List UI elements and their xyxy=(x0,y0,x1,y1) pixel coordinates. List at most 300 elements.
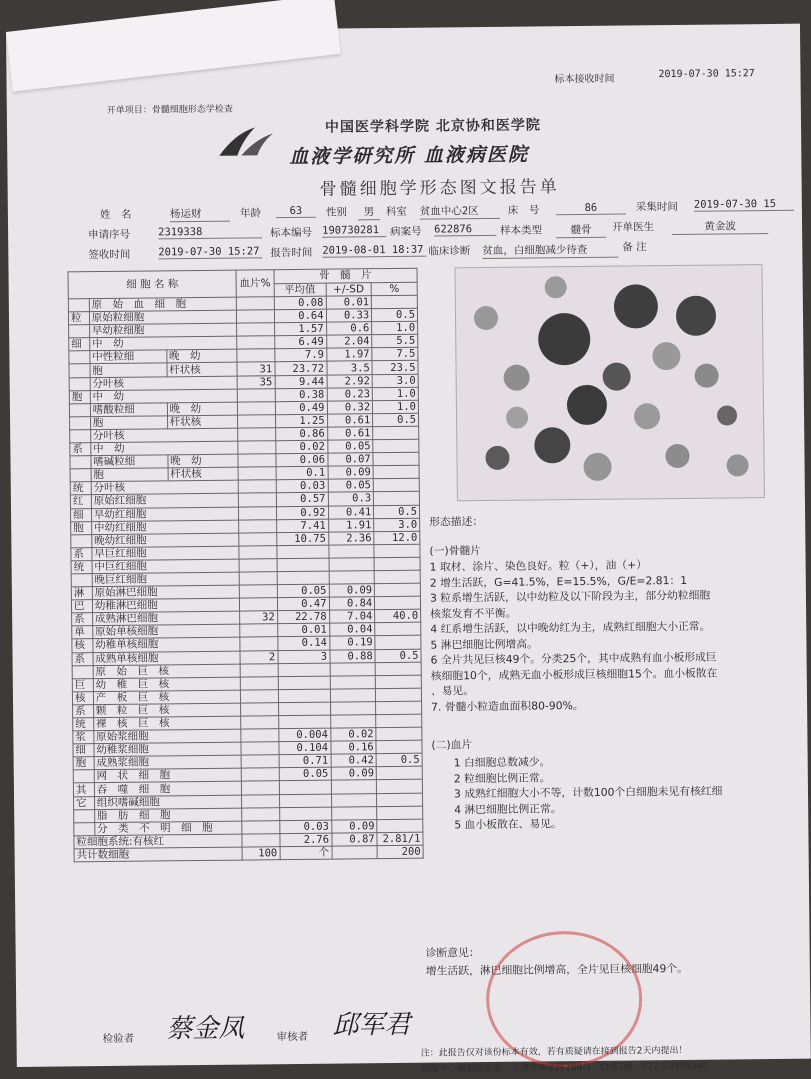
blood-pct-cell xyxy=(237,388,275,401)
marrow-pct-cell xyxy=(377,806,423,820)
diagnosis-label: 临床诊断 xyxy=(428,245,471,258)
marrow-pct-cell xyxy=(374,544,420,558)
name-label: 姓 名 xyxy=(99,208,132,222)
mean-cell: 0.08 xyxy=(274,296,326,310)
mean-cell: 23.72 xyxy=(275,362,327,376)
marrow-pct-cell xyxy=(373,479,419,493)
mean-cell: 6.49 xyxy=(274,335,326,349)
marrow-pct-cell: 0.5 xyxy=(376,753,422,767)
cell-name: 裸 核 巨 核 xyxy=(93,716,241,731)
mean-cell: 0.02 xyxy=(275,440,327,454)
finding-line: 5 淋巴细胞比例增高。 xyxy=(430,636,538,652)
mean-cell: 0.104 xyxy=(279,741,331,755)
cell-name: 幼稚浆细胞 xyxy=(94,742,242,757)
finding-line: 1 取材、涂片、染色良好。粒（+），油（+） xyxy=(429,558,648,574)
hospital-line2: 血液学研究所 血液病医院 xyxy=(289,143,530,169)
summary-label: 共计数细胞 xyxy=(74,847,242,862)
marrow-pct-cell xyxy=(374,570,420,584)
marrow-pct-cell xyxy=(376,714,422,728)
finding-line: 7. 骨髓小粒造血面积80-90%。 xyxy=(431,698,584,714)
marrow-pct-cell xyxy=(377,793,423,807)
group-label-cell xyxy=(70,416,91,429)
mean-cell: 3 xyxy=(278,650,330,664)
sd-cell: 0.09 xyxy=(329,584,375,598)
blood-pct-cell xyxy=(238,454,276,467)
blood-findings-list xyxy=(454,752,791,833)
summary-blank xyxy=(242,834,280,847)
cell-name: 杆状核 xyxy=(168,467,239,481)
cell-name: 分 类 不 明 细 胞 xyxy=(95,821,243,836)
sd-cell: 0.07 xyxy=(327,453,373,467)
mean-cell xyxy=(278,663,330,677)
marrow-pct-cell: 0.5 xyxy=(375,649,421,663)
summary-blank xyxy=(332,846,378,860)
mean-cell: 22.78 xyxy=(277,610,329,624)
sd-cell: 0.09 xyxy=(328,466,374,480)
group-label-cell: 细 xyxy=(69,338,90,351)
bed-label: 床 号 xyxy=(507,204,540,217)
group-label-cell: 红 xyxy=(70,495,91,508)
reviewer-signature: 邱军君 xyxy=(332,1009,411,1041)
case-no-value: 622876 xyxy=(434,223,496,237)
sd-cell: 0.09 xyxy=(331,819,377,833)
cell-name: 早巨红细胞 xyxy=(92,546,240,561)
marrow-pct-cell xyxy=(375,675,421,689)
hospital-line1: 中国医学科学院 北京协和医学院 xyxy=(324,117,541,136)
cell-name: 中 幼 xyxy=(90,389,238,404)
cell-name: 早幼粒细胞 xyxy=(89,323,237,338)
report-sheet xyxy=(6,24,811,1075)
request-no-label: 申请序号 xyxy=(88,228,131,242)
summary-sd: 0.87 xyxy=(331,833,377,847)
blood-pct-cell xyxy=(241,690,279,703)
mean-cell: 0.57 xyxy=(276,493,328,507)
subgroup-label-cell: 胞 xyxy=(90,363,167,377)
blood-pct-cell xyxy=(240,598,278,611)
marrow-pct-cell xyxy=(375,583,421,597)
validity-note: 注：此报告仅对该份标本有效，若有质疑请在接到报告2天内提出！ xyxy=(420,1045,688,1059)
sd-cell: 0.3 xyxy=(328,492,374,506)
sd-cell xyxy=(330,715,376,729)
mean-cell: 0.71 xyxy=(279,754,331,768)
sd-cell: 0.33 xyxy=(326,309,372,323)
cell-name: 晚 幼 xyxy=(167,402,238,416)
group-label-cell: 细 xyxy=(70,508,91,521)
subgroup-label-cell: 中性粒细 xyxy=(90,350,167,364)
blood-pct-cell: 35 xyxy=(237,375,275,388)
sex-label: 性别 xyxy=(325,206,347,219)
sd-cell: 0.04 xyxy=(329,623,375,637)
cell-name: 脂 肪 细 胞 xyxy=(94,808,242,823)
group-label-cell: 淋 xyxy=(71,587,92,600)
finding-line: 核细胞10个，成熟无血小板形成巨核细胞15个。血小板散在 xyxy=(430,666,718,683)
marrow-findings-list xyxy=(430,556,790,715)
blood-pct-cell xyxy=(239,506,277,519)
dept-label: 科室 xyxy=(385,205,407,219)
sd-cell: 2.36 xyxy=(328,531,374,545)
sd-cell: 0.41 xyxy=(328,505,374,519)
marrow-pct-cell xyxy=(376,701,422,715)
cell-name: 幼 稚 巨 核 xyxy=(93,677,241,692)
sd-cell: 0.05 xyxy=(327,440,373,454)
sign-time-label: 签收时间 xyxy=(88,248,131,262)
blood-pct-cell xyxy=(241,716,279,729)
subgroup-label-cell: 嗜酸粒细 xyxy=(90,403,167,417)
finding-line: 1 白细胞总数减少。 xyxy=(453,755,551,770)
marrow-pct-cell: 40.0 xyxy=(375,609,421,623)
cell-name: 晚幼红细胞 xyxy=(92,533,240,548)
sd-cell xyxy=(331,806,377,820)
blood-pct-cell xyxy=(240,637,278,650)
sd-cell: 0.88 xyxy=(330,649,376,663)
diagnosis-opinion-text: 增生活跃，淋巴细胞比例增高，全片见巨核细胞49个。 xyxy=(425,961,688,978)
mean-cell xyxy=(278,715,330,729)
cell-name: 杆状核 xyxy=(167,363,238,377)
blood-pct-cell xyxy=(237,323,275,336)
sd-cell xyxy=(328,544,374,558)
group-label-cell xyxy=(70,469,91,482)
blood-pct-cell xyxy=(239,545,277,558)
blood-pct-cell xyxy=(240,585,278,598)
blood-pct-cell xyxy=(242,781,280,794)
marrow-pct-cell xyxy=(373,439,419,453)
group-label-cell: 胞 xyxy=(71,521,92,534)
subgroup-label-cell: 胞 xyxy=(91,468,168,482)
group-label-cell xyxy=(72,665,93,678)
finding-line: 4 红系增生活跃，以中晚幼红为主，成熟红细胞大小正常。 xyxy=(430,619,711,636)
group-label-cell: 胞 xyxy=(73,757,94,770)
marrow-pct-cell xyxy=(377,819,423,833)
sd-cell: 0.61 xyxy=(327,427,373,441)
group-label-cell: 统 xyxy=(73,718,94,731)
blood-pct-cell xyxy=(239,532,277,545)
cell-count-table xyxy=(68,268,424,863)
marrow-pct-cell xyxy=(375,623,421,637)
finding-line: 2 增生活跃，G=41.5%，E=15.5%，G/E=2.81：1 xyxy=(429,573,688,590)
marrow-pct-cell: 1.0 xyxy=(372,387,418,401)
mean-cell: 7.9 xyxy=(274,349,326,363)
group-label-cell xyxy=(69,325,90,338)
sd-cell: 0.61 xyxy=(327,414,373,428)
blood-pct-cell xyxy=(238,415,276,428)
blood-pct-cell xyxy=(242,794,280,807)
mean-cell: 10.75 xyxy=(276,532,328,546)
marrow-pct-cell: 3.0 xyxy=(374,518,420,532)
group-label-cell: 胞 xyxy=(69,390,90,403)
finding-line: 5 血小板散在、易见。 xyxy=(454,817,562,832)
sd-cell xyxy=(330,688,376,702)
blood-pct-cell xyxy=(242,807,280,820)
group-label-cell: 系 xyxy=(73,705,94,718)
group-label-cell: 核 xyxy=(72,639,93,652)
group-label-cell: 它 xyxy=(74,796,95,809)
cell-name: 原 始 血 细 胞 xyxy=(89,297,237,312)
col-header-mean: 平均值 xyxy=(274,283,326,297)
mean-cell xyxy=(279,807,331,821)
group-label-cell xyxy=(69,364,90,377)
blood-pct-cell xyxy=(239,572,277,585)
marrow-pct-cell: 1.0 xyxy=(372,321,418,335)
marrow-pct-cell xyxy=(375,662,421,676)
report-title: 骨髓细胞学形态图文报告单 xyxy=(319,177,560,200)
blood-pct-cell xyxy=(241,729,279,742)
specimen-no-label: 标本编号 xyxy=(270,226,313,240)
group-label-cell xyxy=(69,351,90,364)
finding-line: 、易见。 xyxy=(430,684,475,698)
finding-line: 3 成熟红细胞大小不等，计数100个白细胞未见有核红细 xyxy=(453,784,723,801)
cell-name: 组织嗜碱细胞 xyxy=(94,795,242,810)
blood-pct-cell xyxy=(237,310,275,323)
cell-name: 幼稚单核细胞 xyxy=(93,638,241,653)
marrow-pct-cell: 12.0 xyxy=(374,531,420,545)
cell-name: 杆状核 xyxy=(167,415,238,429)
group-label-cell: 统 xyxy=(70,482,91,495)
sd-cell: 1.91 xyxy=(328,518,374,532)
mean-cell: 1.25 xyxy=(275,414,327,428)
doctor-label: 开单医生 xyxy=(612,221,655,234)
group-label-cell: 系 xyxy=(70,443,91,456)
mean-cell: 0.92 xyxy=(276,506,328,520)
group-label-cell xyxy=(71,534,92,547)
sd-cell: 1.97 xyxy=(326,348,372,362)
sd-cell xyxy=(330,702,376,716)
hospital-logo-icon xyxy=(215,125,275,160)
sd-cell: 0.09 xyxy=(331,767,377,781)
cell-name: 原始浆细胞 xyxy=(94,729,242,744)
microscope-image xyxy=(454,264,764,501)
marrow-pct-cell xyxy=(375,596,421,610)
sample-type-value: 髓骨 xyxy=(556,222,606,239)
cell-name: 原始红细胞 xyxy=(91,493,239,508)
finding-line: 3 粒系增生活跃，以中幼粒及以下阶段为主，部分幼粒细胞 xyxy=(429,588,711,605)
sign-time-value: 2019-07-30 15:27 xyxy=(158,245,262,259)
blood-pct-cell: 32 xyxy=(240,611,278,624)
col-header-pct: % xyxy=(371,282,417,296)
group-label-cell xyxy=(74,809,95,822)
blood-pct-cell: 2 xyxy=(240,650,278,663)
cell-name: 原 始 巨 核 xyxy=(93,664,241,679)
group-label-cell: 系 xyxy=(72,652,93,665)
marrow-pct-cell: 1.0 xyxy=(373,400,419,414)
finding-line: 2 粒细胞比例正常。 xyxy=(453,770,551,785)
cell-name: 幼稚淋巴细胞 xyxy=(92,598,240,613)
mean-cell: 0.01 xyxy=(277,623,329,637)
cell-name: 中巨红细胞 xyxy=(92,559,240,574)
cell-name: 原始淋巴细胞 xyxy=(92,585,240,600)
marrow-pct-cell xyxy=(374,492,420,506)
cell-name: 产 板 巨 核 xyxy=(93,690,241,705)
mean-cell: 0.05 xyxy=(279,768,331,782)
blood-pct-cell xyxy=(237,349,275,362)
mean-cell xyxy=(277,571,329,585)
mean-cell: 0.47 xyxy=(277,597,329,611)
blood-pct-cell xyxy=(239,559,277,572)
sex-value: 男 xyxy=(358,204,380,220)
sample-type-label: 样本类型 xyxy=(500,224,543,237)
mean-cell: 0.38 xyxy=(275,388,327,402)
age-value: 63 xyxy=(276,205,316,218)
reviewer-label: 审核者 xyxy=(276,1030,309,1044)
sd-cell xyxy=(331,793,377,807)
lab-address: 病理中心细胞形态室 天津市南京路288号 CI座3楼 022-23909340 xyxy=(420,1061,709,1075)
cell-name: 吞 噬 细 胞 xyxy=(94,782,242,797)
blood-pct-cell xyxy=(238,480,276,493)
summary-p: 2.81/1 xyxy=(377,832,423,846)
diagnosis-value: 贫血，白细胞减少待查 xyxy=(482,242,618,259)
marrow-pct-cell xyxy=(377,780,423,794)
blood-section-title: (二)血片 xyxy=(431,738,473,752)
marrow-pct-cell: 0.5 xyxy=(374,505,420,519)
order-item-note: 开单项目：骨髓细胞形态学检查 xyxy=(106,104,233,116)
mean-cell: 1.57 xyxy=(274,322,326,336)
collect-time-value: 2019-07-30 15 xyxy=(694,198,794,212)
group-label-cell: 浆 xyxy=(73,731,94,744)
sd-cell: 0.02 xyxy=(330,728,376,742)
dept-value: 贫血中心2区 xyxy=(420,203,500,220)
marrow-pct-cell: 23.5 xyxy=(372,361,418,375)
col-header-blood: 血片% xyxy=(236,270,274,297)
marrow-pct-cell xyxy=(372,295,418,309)
summary-m: 2.76 xyxy=(280,833,332,847)
group-label-cell xyxy=(70,430,91,443)
report-time-label: 报告时间 xyxy=(270,246,313,260)
sd-cell: 0.05 xyxy=(328,479,374,493)
marrow-pct-cell xyxy=(373,465,419,479)
mean-cell: 0.03 xyxy=(279,820,331,834)
sd-cell: 7.04 xyxy=(329,610,375,624)
summary-b: 100 xyxy=(242,847,280,860)
mean-cell: 0.06 xyxy=(276,453,328,467)
marrow-pct-cell xyxy=(375,636,421,650)
note-label: 备 注 xyxy=(622,241,647,254)
sd-cell: 0.01 xyxy=(326,296,372,310)
group-label-cell: 核 xyxy=(72,691,93,704)
col-header-cell-name: 细 胞 名 称 xyxy=(68,270,237,299)
group-label-cell: 系 xyxy=(71,547,92,560)
request-no-value: 2319338 xyxy=(158,225,262,239)
cell-name: 成熟浆细胞 xyxy=(94,755,242,770)
collect-time-label: 采集时间 xyxy=(635,200,678,214)
mean-cell: 0.86 xyxy=(275,427,327,441)
cell-name: 分叶核 xyxy=(90,376,238,391)
group-label-cell xyxy=(74,822,95,835)
blood-pct-cell xyxy=(237,336,275,349)
specimen-no-value: 190730281 xyxy=(322,224,386,238)
blood-pct-cell xyxy=(242,820,280,833)
summary-p: 200 xyxy=(377,845,423,859)
marrow-section-title: (一)骨髓片 xyxy=(429,544,482,558)
marrow-pct-cell: 0.5 xyxy=(373,413,419,427)
marrow-pct-cell xyxy=(374,557,420,571)
cell-name: 颗 粒 巨 核 xyxy=(93,703,241,718)
marrow-pct-cell xyxy=(373,452,419,466)
mean-cell xyxy=(278,676,330,690)
mean-cell: 9.44 xyxy=(275,375,327,389)
mean-cell xyxy=(278,689,330,703)
marrow-pct-cell xyxy=(376,740,422,754)
cell-name: 晚 幼 xyxy=(168,454,239,468)
group-label-cell: 系 xyxy=(72,613,93,626)
mean-cell xyxy=(279,781,331,795)
cell-name: 网 状 细 胞 xyxy=(94,768,242,783)
cell-name: 分叶核 xyxy=(90,428,238,443)
group-label-cell xyxy=(69,403,90,416)
group-label-cell: 粒 xyxy=(68,312,89,325)
summary-label: 粒细胞系统:有核红 xyxy=(74,834,242,849)
mean-cell: 0.05 xyxy=(277,584,329,598)
blood-pct-cell xyxy=(240,676,278,689)
cell-name: 成熟单核细胞 xyxy=(93,651,241,666)
group-label-cell: 单 xyxy=(72,626,93,639)
marrow-pct-cell: 5.5 xyxy=(372,334,418,348)
group-label-cell: 巴 xyxy=(71,600,92,613)
blood-pct-cell xyxy=(239,519,277,532)
sd-cell: 0.32 xyxy=(327,400,373,414)
marrow-pct-cell xyxy=(373,426,419,440)
blood-pct-cell xyxy=(238,467,276,480)
mean-cell xyxy=(279,794,331,808)
group-label-cell xyxy=(69,377,90,390)
diagnosis-opinion-label: 诊断意见： xyxy=(425,946,480,960)
blood-pct-cell xyxy=(238,401,276,414)
cell-name: 原始粒细胞 xyxy=(89,310,237,325)
cell-name: 原始单核细胞 xyxy=(92,624,240,639)
sd-cell xyxy=(331,780,377,794)
cell-name: 晚巨红细胞 xyxy=(92,572,240,587)
mean-cell: 0.1 xyxy=(276,466,328,480)
mean-cell: 0.004 xyxy=(278,728,330,742)
subgroup-label-cell: 嗜碱粒细 xyxy=(91,455,168,469)
blood-pct-cell xyxy=(240,663,278,676)
tester-label: 检验者 xyxy=(102,1032,135,1046)
blood-pct-cell xyxy=(239,493,277,506)
marrow-pct-cell xyxy=(376,767,422,781)
sd-cell xyxy=(330,662,376,676)
finding-line: 4 淋巴细胞比例正常。 xyxy=(454,801,562,816)
bed-value: 86 xyxy=(556,202,626,216)
mean-cell: 0.14 xyxy=(277,637,329,651)
group-label-cell: 统 xyxy=(71,561,92,574)
sd-cell: 0.6 xyxy=(326,322,372,336)
marrow-pct-cell: 3.0 xyxy=(372,374,418,388)
blood-pct-cell xyxy=(241,703,279,716)
mean-cell: 0.03 xyxy=(276,479,328,493)
sd-cell: 0.84 xyxy=(329,597,375,611)
blood-pct-cell xyxy=(237,297,275,310)
mean-cell: 0.64 xyxy=(274,309,326,323)
group-label-cell xyxy=(73,770,94,783)
sd-cell: 0.23 xyxy=(327,387,373,401)
col-header-marrow: 骨 髓 片 xyxy=(274,268,418,283)
sd-cell: 0.19 xyxy=(329,636,375,650)
sd-cell: 2.04 xyxy=(326,335,372,349)
summary-m: 个 xyxy=(280,846,332,860)
sd-cell: 3.5 xyxy=(327,361,373,375)
col-header-sd: +/-SD xyxy=(326,282,372,296)
finding-line: 6 全片共见巨核49个。分类25个，其中成熟有血小板形成巨 xyxy=(430,650,717,667)
cell-name: 晚 幼 xyxy=(166,349,237,363)
marrow-pct-cell xyxy=(376,727,422,741)
blood-pct-cell xyxy=(238,441,276,454)
group-label-cell xyxy=(70,456,91,469)
report-time-value: 2019-08-01 18:37 xyxy=(322,244,426,258)
cell-name: 分叶核 xyxy=(91,480,239,495)
group-label-cell xyxy=(71,574,92,587)
blood-pct-cell xyxy=(238,428,276,441)
case-no-label: 病案号 xyxy=(390,225,422,238)
finding-line: 核浆发育不平衡。 xyxy=(430,606,517,621)
cell-name: 中 幼 xyxy=(89,336,237,351)
